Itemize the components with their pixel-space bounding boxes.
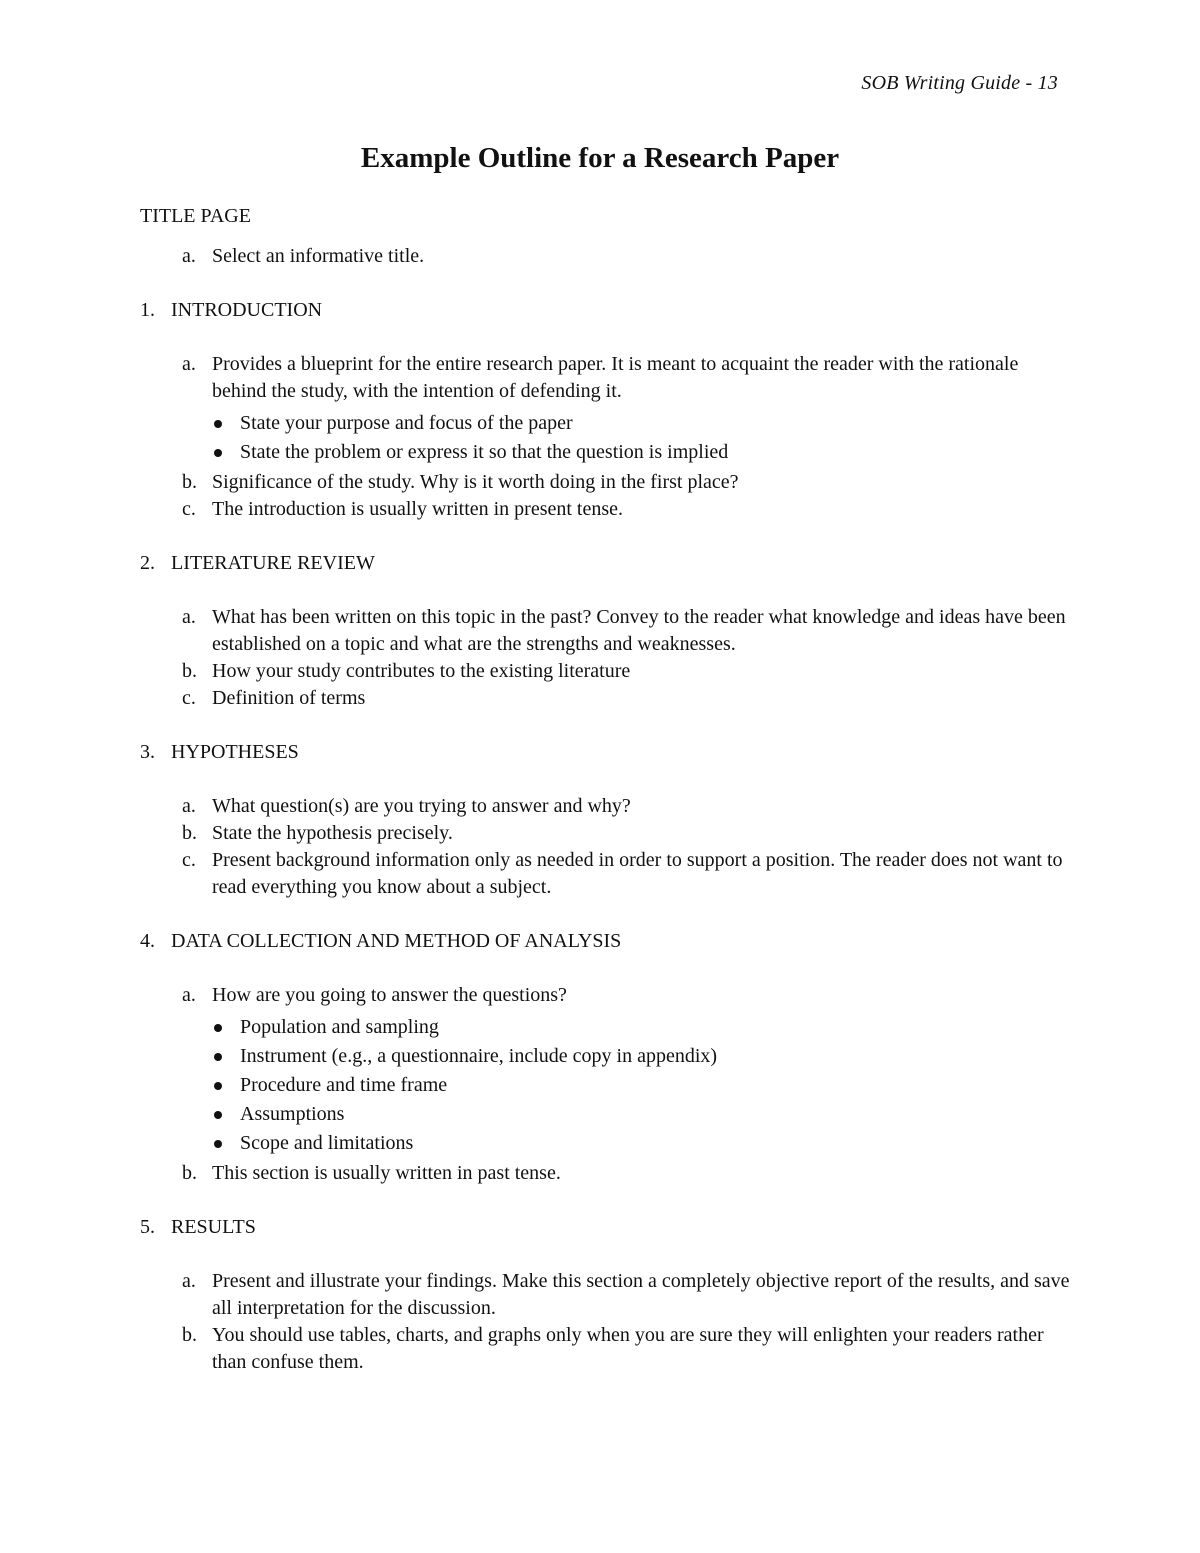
list-item xyxy=(140,1160,1070,1187)
bullet-list xyxy=(140,409,1070,467)
item-text: Provides a blueprint for the entire research paper. It is meant to acquaint the reader with the rationale behind the study, with the intention of defending it. xyxy=(212,353,1019,402)
section-items xyxy=(140,351,1070,523)
item-text: Present background information only as needed in order to support a position. The reader does not want to read everything you know about a subject. xyxy=(212,849,1063,898)
section-heading xyxy=(140,739,1070,766)
item-letter: a. xyxy=(182,984,196,1006)
list-item xyxy=(140,658,1070,685)
bullet-dot-icon xyxy=(214,449,222,457)
bullet-item xyxy=(140,1042,1070,1071)
bullet-text: Scope and limitations xyxy=(240,1132,414,1154)
bullet-dot-icon xyxy=(214,1053,222,1061)
list-item xyxy=(140,469,1070,496)
list-item xyxy=(140,1322,1070,1376)
bullet-text: State your purpose and focus of the paper xyxy=(240,412,573,434)
list-item xyxy=(140,496,1070,523)
outline-section xyxy=(140,297,1070,523)
item-text: Present and illustrate your findings. Make this section a completely objective report of the results, and save all interpretation for the discussion. xyxy=(212,1270,1070,1319)
list-item xyxy=(140,820,1070,847)
item-text: What question(s) are you trying to answer and why? xyxy=(212,795,631,817)
section-heading xyxy=(140,297,1070,324)
list-item xyxy=(140,604,1070,658)
item-letter: a. xyxy=(182,1270,196,1292)
outline-section xyxy=(140,739,1070,901)
section-items xyxy=(140,1268,1070,1376)
list-item xyxy=(140,243,1070,270)
bullet-item xyxy=(140,1013,1070,1042)
section-heading-text: RESULTS xyxy=(171,1216,256,1238)
section-number: 4. xyxy=(140,930,155,952)
item-letter: c. xyxy=(182,687,196,709)
item-text: How your study contributes to the existing literature xyxy=(212,660,631,682)
item-letter: a. xyxy=(182,353,196,375)
item-text: Select an informative title. xyxy=(212,245,425,267)
running-head: SOB Writing Guide - 13 xyxy=(861,72,1058,94)
bullet-dot-icon xyxy=(214,420,222,428)
item-letter: a. xyxy=(182,606,196,628)
section-title-page xyxy=(140,203,1070,270)
item-letter: c. xyxy=(182,849,196,871)
section-number: 2. xyxy=(140,552,155,574)
item-text: The introduction is usually written in present tense. xyxy=(212,498,624,520)
bullet-item xyxy=(140,1071,1070,1100)
bullet-text: Assumptions xyxy=(240,1103,345,1125)
list-item xyxy=(140,1268,1070,1322)
outline-section xyxy=(140,928,1070,1187)
section-heading-text: LITERATURE REVIEW xyxy=(171,552,375,574)
outline-section xyxy=(140,1214,1070,1376)
item-letter: c. xyxy=(182,498,196,520)
bullet-item xyxy=(140,1129,1070,1158)
list-item xyxy=(140,847,1070,901)
list-item xyxy=(140,685,1070,712)
list-item xyxy=(140,982,1070,1009)
item-text: State the hypothesis precisely. xyxy=(212,822,453,844)
item-letter: b. xyxy=(182,471,197,493)
item-letter: a. xyxy=(182,245,196,267)
bullet-dot-icon xyxy=(214,1111,222,1119)
item-letter: b. xyxy=(182,1162,197,1184)
bullet-dot-icon xyxy=(214,1140,222,1148)
item-text: Definition of terms xyxy=(212,687,366,709)
bullet-text: Procedure and time frame xyxy=(240,1074,448,1096)
item-text: You should use tables, charts, and graphs only when you are sure they will enlighten your readers rather than confuse them. xyxy=(212,1324,1044,1373)
item-letter: a. xyxy=(182,795,196,817)
bullet-text: Instrument (e.g., a questionnaire, include copy in appendix) xyxy=(240,1045,718,1067)
outline-section xyxy=(140,550,1070,712)
bullet-text: State the problem or express it so that the question is implied xyxy=(240,441,729,463)
section-heading-text: HYPOTHESES xyxy=(171,741,299,763)
item-letter: b. xyxy=(182,1324,197,1346)
outline-sections xyxy=(140,270,1070,1376)
section-number: 1. xyxy=(140,299,155,321)
section-heading xyxy=(140,1214,1070,1241)
item-letter: b. xyxy=(182,660,197,682)
section-heading xyxy=(140,550,1070,577)
bullet-list xyxy=(140,1013,1070,1158)
section-heading-text: DATA COLLECTION AND METHOD OF ANALYSIS xyxy=(171,930,622,952)
section-heading xyxy=(140,928,1070,955)
bullet-dot-icon xyxy=(214,1024,222,1032)
item-text: Significance of the study. Why is it worth doing in the first place? xyxy=(212,471,739,493)
list-item xyxy=(140,793,1070,820)
bullet-item xyxy=(140,409,1070,438)
section-number: 3. xyxy=(140,741,155,763)
section-heading: TITLE PAGE xyxy=(140,205,251,227)
bullet-item xyxy=(140,1100,1070,1129)
outline-body xyxy=(140,203,1070,1376)
section-items xyxy=(140,793,1070,901)
section-heading-text: INTRODUCTION xyxy=(171,299,323,321)
page-title: Example Outline for a Research Paper xyxy=(360,142,840,174)
section-items xyxy=(140,604,1070,712)
section-number: 5. xyxy=(140,1216,155,1238)
title-page-items xyxy=(140,243,1070,270)
item-text: This section is usually written in past tense. xyxy=(212,1162,561,1184)
section-items xyxy=(140,982,1070,1187)
list-item xyxy=(140,351,1070,405)
item-text: How are you going to answer the questions? xyxy=(212,984,567,1006)
bullet-text: Population and sampling xyxy=(240,1016,439,1038)
item-letter: b. xyxy=(182,822,197,844)
bullet-item xyxy=(140,438,1070,467)
bullet-dot-icon xyxy=(214,1082,222,1090)
item-text: What has been written on this topic in the past? Convey to the reader what knowledge and ideas have been established on a topic and what are the strengths and weaknesses. xyxy=(212,606,1066,655)
